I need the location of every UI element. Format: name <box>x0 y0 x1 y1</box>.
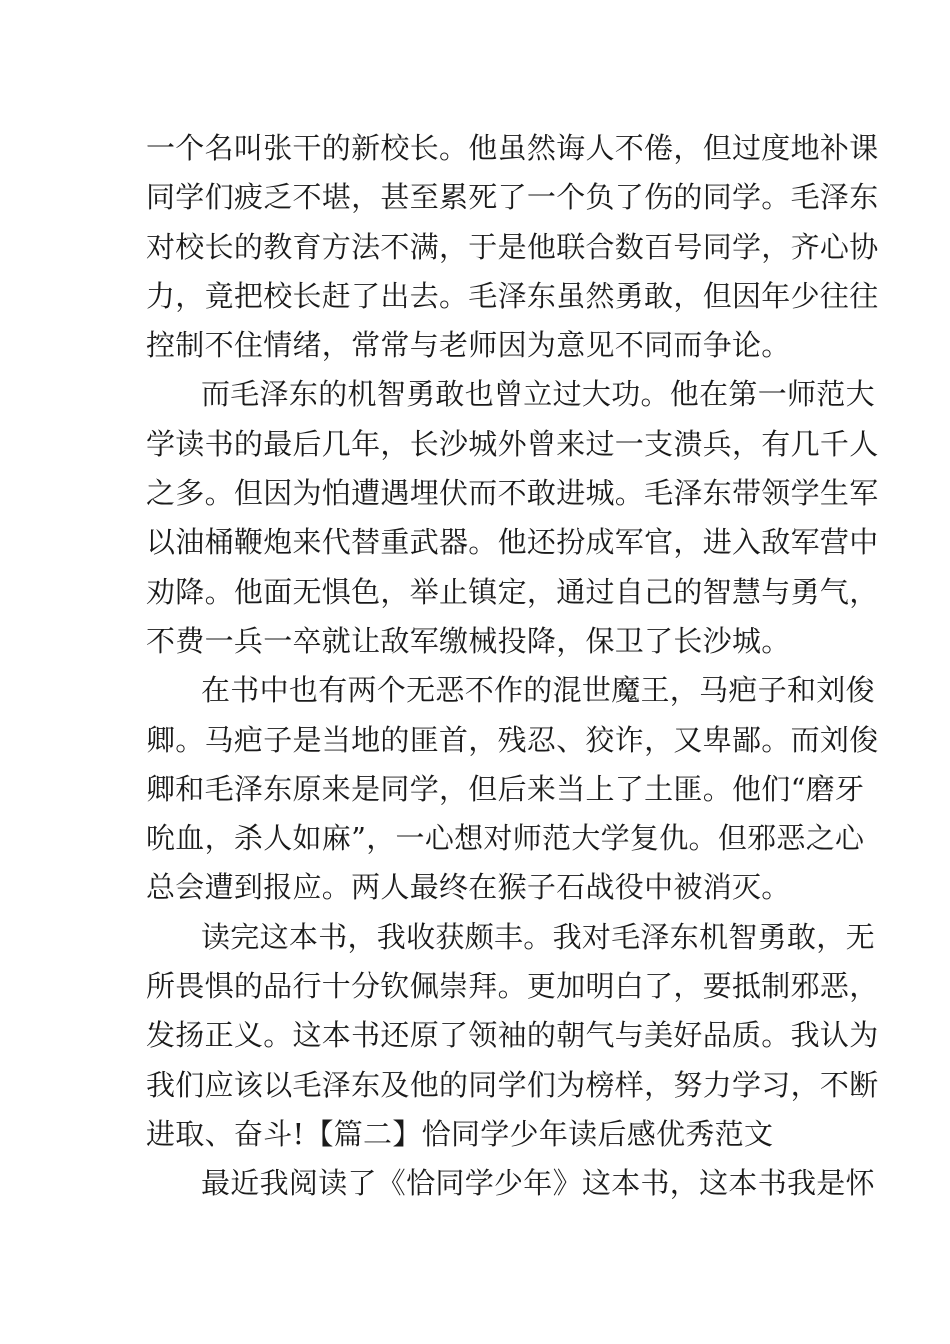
text-line: 卿和毛泽东原来是同学，但后来当上了土匪。他们“磨牙 <box>146 771 865 806</box>
text-line: 发扬正义。这本书还原了领袖的朝气与美好品质。我认为 <box>146 1018 879 1053</box>
text-line: 最近我阅读了《恰同学少年》这本书，这本书我是怀 <box>201 1166 875 1201</box>
text-line: 总会遭到报应。两人最终在猴子石战役中被消灭。 <box>146 870 791 905</box>
text-line: 而毛泽东的机智勇敢也曾立过大功。他在第一师范大 <box>201 377 875 412</box>
text-line: 读完这本书，我收获颇丰。我对毛泽东机智勇敢，无 <box>201 919 875 954</box>
document-body <box>146 124 879 1209</box>
text-line: 力，竟把校长赶了出去。毛泽东虽然勇敢，但因年少往往 <box>146 278 879 313</box>
text-line: 吮血，杀人如麻”，一心想对师范大学复仇。但邪恶之心 <box>146 821 865 856</box>
text-line: 以油桶鞭炮来代替重武器。他还扮成军官，进入敌军营中 <box>146 525 879 560</box>
text-line: 我们应该以毛泽东及他的同学们为榜样，努力学习，不断 <box>146 1067 879 1102</box>
text-line: 进取、奋斗!【篇二】恰同学少年读后感优秀范文 <box>146 1116 774 1151</box>
text-line: 在书中也有两个无恶不作的混世魔王，马疤子和刘俊 <box>201 673 875 708</box>
text-line: 劝降。他面无惧色，举止镇定，通过自己的智慧与勇气， <box>146 574 879 609</box>
text-line: 之多。但因为怕遭遇埋伏而不敢进城。毛泽东带领学生军 <box>146 476 879 511</box>
text-line: 一个名叫张干的新校长。他虽然诲人不倦，但过度地补课 <box>146 131 879 165</box>
text-line: 所畏惧的品行十分钦佩崇拜。更加明白了，要抵制邪恶， <box>146 969 879 1004</box>
text-line: 同学们疲乏不堪，甚至累死了一个负了伤的同学。毛泽东 <box>146 180 879 215</box>
text-line: 不费一兵一卒就让敌军缴械投降，保卫了长沙城。 <box>146 623 791 658</box>
text-line: 学读书的最后几年，长沙城外曾来过一支溃兵，有几千人 <box>146 426 879 461</box>
text-line: 对校长的教育方法不满，于是他联合数百号同学，齐心协 <box>146 229 879 264</box>
text-line: 卿。马疤子是当地的匪首，残忍、狡诈，又卑鄙。而刘俊 <box>146 722 879 757</box>
text-line: 控制不住情绪，常常与老师因为意见不同而争论。 <box>146 328 791 363</box>
